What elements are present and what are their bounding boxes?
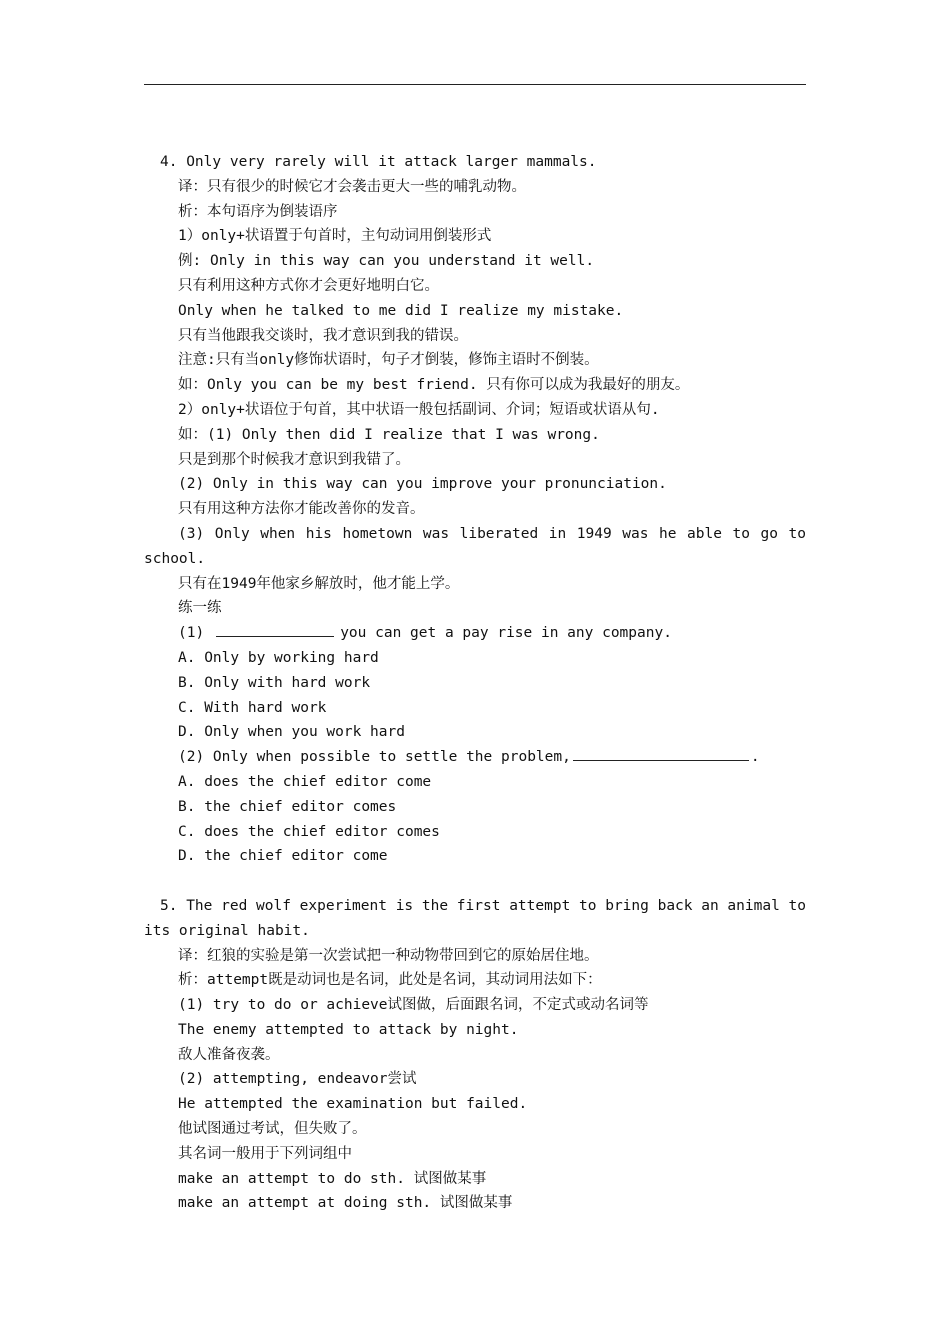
question-2-option-b: B. the chief editor comes xyxy=(178,798,397,815)
example-2-cn: 只有当他跟我交谈时，我才意识到我的错误。 xyxy=(178,327,468,344)
example-2-en: Only when he talked to me did I realize my mistake. xyxy=(178,302,624,319)
question-1-option-b: B. Only with hard work xyxy=(178,674,371,691)
question-1-prefix: (1) xyxy=(178,625,205,642)
answer-blank-2[interactable] xyxy=(573,745,749,761)
usage-1: (1) try to do or achieve试图做，后面跟名词，不定式或动名词等 xyxy=(178,997,649,1014)
question-2-option-d: D. the chief editor come xyxy=(178,848,388,865)
header-rule xyxy=(144,84,806,85)
rule-1: 1）only+状语置于句首时，主句动词用倒装形式 xyxy=(178,228,492,245)
noun-note: 其名词一般用于下列词组中 xyxy=(178,1145,352,1162)
section-5-heading-line1: 5. The red wolf experiment is the first attempt to bring back an animal to xyxy=(160,897,806,914)
example-1-en: 例: Only in this way can you understand it well. xyxy=(178,253,595,270)
usage-2-en: He attempted the examination but failed. xyxy=(178,1096,528,1113)
usage-1-en: The enemy attempted to attack by night. xyxy=(178,1021,519,1038)
example-a-cn: 只是到那个时候我才意识到我错了。 xyxy=(178,451,410,468)
example-1-cn: 只有利用这种方式你才会更好地明白它。 xyxy=(178,277,439,294)
rule-2: 2）only+状语位于句首，其中状语一般包括副词、介词；短语或状语从句. xyxy=(178,401,660,418)
example-c-en-line1: (3) Only when his hometown was liberated in 1949 was he able to go to xyxy=(178,525,806,542)
usage-2-cn: 他试图通过考试，但失败了。 xyxy=(178,1121,367,1138)
section-4-translation: 译：只有很少的时候它才会袭击更大一些的哺乳动物。 xyxy=(178,178,526,195)
example-b-en: (2) Only in this way can you improve your pronunciation. xyxy=(178,476,667,493)
example-c-cn: 只有在1949年他家乡解放时，他才能上学。 xyxy=(178,575,460,592)
section-5-analysis: 析：attempt既是动词也是名词，此处是名词，其动词用法如下： xyxy=(178,972,602,989)
question-2-prefix: (2) Only when possible to settle the problem, xyxy=(178,749,571,766)
example-a-en: 如：(1) Only then did I realize that I was wrong. xyxy=(178,426,600,443)
phrase-1: make an attempt to do sth. 试图做某事 xyxy=(178,1170,487,1187)
phrase-2: make an attempt at doing sth. 试图做某事 xyxy=(178,1195,513,1212)
question-1 xyxy=(144,621,806,646)
usage-1-cn: 敌人准备夜袭。 xyxy=(178,1046,280,1063)
section-spacer xyxy=(144,869,806,894)
question-1-option-c: C. With hard work xyxy=(178,699,327,716)
usage-2: (2) attempting, endeavor尝试 xyxy=(178,1071,417,1088)
section-4-heading: 4. Only very rarely will it attack larger mammals. xyxy=(160,154,597,170)
document-body xyxy=(144,150,806,1216)
question-2-option-c: C. does the chief editor comes xyxy=(178,823,440,840)
practice-title: 练一练 xyxy=(178,600,222,617)
question-2-suffix: . xyxy=(750,749,760,766)
section-5-translation: 译：红狼的实验是第一次尝试把一种动物带回到它的原始居住地。 xyxy=(178,947,599,964)
note: 注意:只有当only修饰状语时，句子才倒装，修饰主语时不倒装。 xyxy=(178,352,599,369)
section-5-heading-line2: its original habit. xyxy=(144,922,310,939)
example-b-cn: 只有用这种方法你才能改善你的发音。 xyxy=(178,501,425,518)
question-1-option-d: D. Only when you work hard xyxy=(178,724,405,741)
question-1-option-a: A. Only by working hard xyxy=(178,649,379,666)
example-c-en-line2: school. xyxy=(144,550,206,567)
question-2 xyxy=(144,745,806,770)
section-4-analysis: 析：本句语序为倒装语序 xyxy=(178,203,338,220)
answer-blank-1[interactable] xyxy=(216,621,334,637)
question-2-option-a: A. does the chief editor come xyxy=(178,773,432,790)
question-1-suffix: you can get a pay rise in any company. xyxy=(340,625,672,642)
note-example: 如：Only you can be my best friend. 只有你可以成为我最好的朋友。 xyxy=(178,377,690,394)
